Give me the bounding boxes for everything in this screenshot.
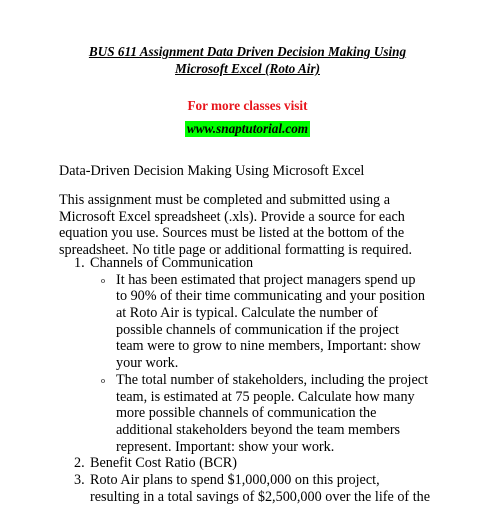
sub-bullet-text: represent. Important: show your work. [116,438,335,455]
sub-bullet-text: to 90% of their time communicating and your position [116,288,425,305]
list-item-text: resulting in a total savings of $2,500,000 over the life of the [90,488,431,505]
list-item [0,255,495,272]
list-item [0,455,495,472]
sub-bullet-text: your work. [116,355,179,372]
list-item-number: 3. [74,471,85,488]
sub-bullet-line [0,355,495,372]
bullet-marker-icon: o [101,275,105,285]
list-item-number: 1. [74,255,85,271]
numbered-list [0,255,495,505]
sub-bullet-line [0,439,495,456]
document-title-line-2: Microsoft Excel (Roto Air) [175,61,320,76]
sub-bullet-line [0,322,495,339]
sub-bullet-line [0,372,495,389]
intro-line: equation you use. Sources must be listed at the bottom of the [59,225,405,242]
list-item [0,472,495,489]
sub-bullet-text: possible channels of communication if the project [116,321,399,338]
sub-bullet-text: team were to grow to nine members, Important: show [116,338,421,355]
list-item-text: Channels of Communication [90,255,254,271]
sub-bullet-line [0,288,495,305]
intro-line: spreadsheet. No title page or additional formatting is required. [59,242,413,259]
promo-link[interactable]: www.snaptutorial.com [186,121,309,136]
intro-paragraph [59,192,412,259]
sub-bullet-text: more possible channels of communication the [116,405,377,422]
section-heading: Data-Driven Decision Making Using Microsoft Excel [59,163,365,179]
sub-bullet-text: It has been estimated that project managers spend up [116,271,416,288]
bullet-marker-icon: o [101,375,105,385]
sub-bullet-line [0,305,495,322]
sub-bullet-line [0,405,495,422]
sub-bullet-line [0,422,495,439]
list-item-continuation [0,489,495,505]
sub-bullet-line [0,272,495,289]
list-item-text: Roto Air plans to spend $1,000,000 on this project, [90,471,380,488]
intro-line: This assignment must be completed and submitted using a [59,192,390,208]
sub-bullet-text: additional stakeholders beyond the team members [116,421,401,438]
sub-bullet-text: at Roto Air is typical. Calculate the number of [116,305,379,322]
list-item-number: 2. [74,455,85,472]
document-title-line-1: BUS 611 Assignment Data Driven Decision Making Using [88,44,407,59]
sub-bullet-line [0,389,495,406]
intro-line: Microsoft Excel spreadsheet (.xls). Provide a source for each [59,208,405,225]
sub-bullet-text: The total number of stakeholders, including the project [116,371,429,388]
list-item-text: Benefit Cost Ratio (BCR) [90,455,237,472]
promo-text: For more classes visit [187,98,308,113]
promo-link-wrapper [0,120,495,138]
sub-bullet-text: team, is estimated at 75 people. Calculate how many [116,388,415,405]
sub-bullet-line [0,338,495,355]
